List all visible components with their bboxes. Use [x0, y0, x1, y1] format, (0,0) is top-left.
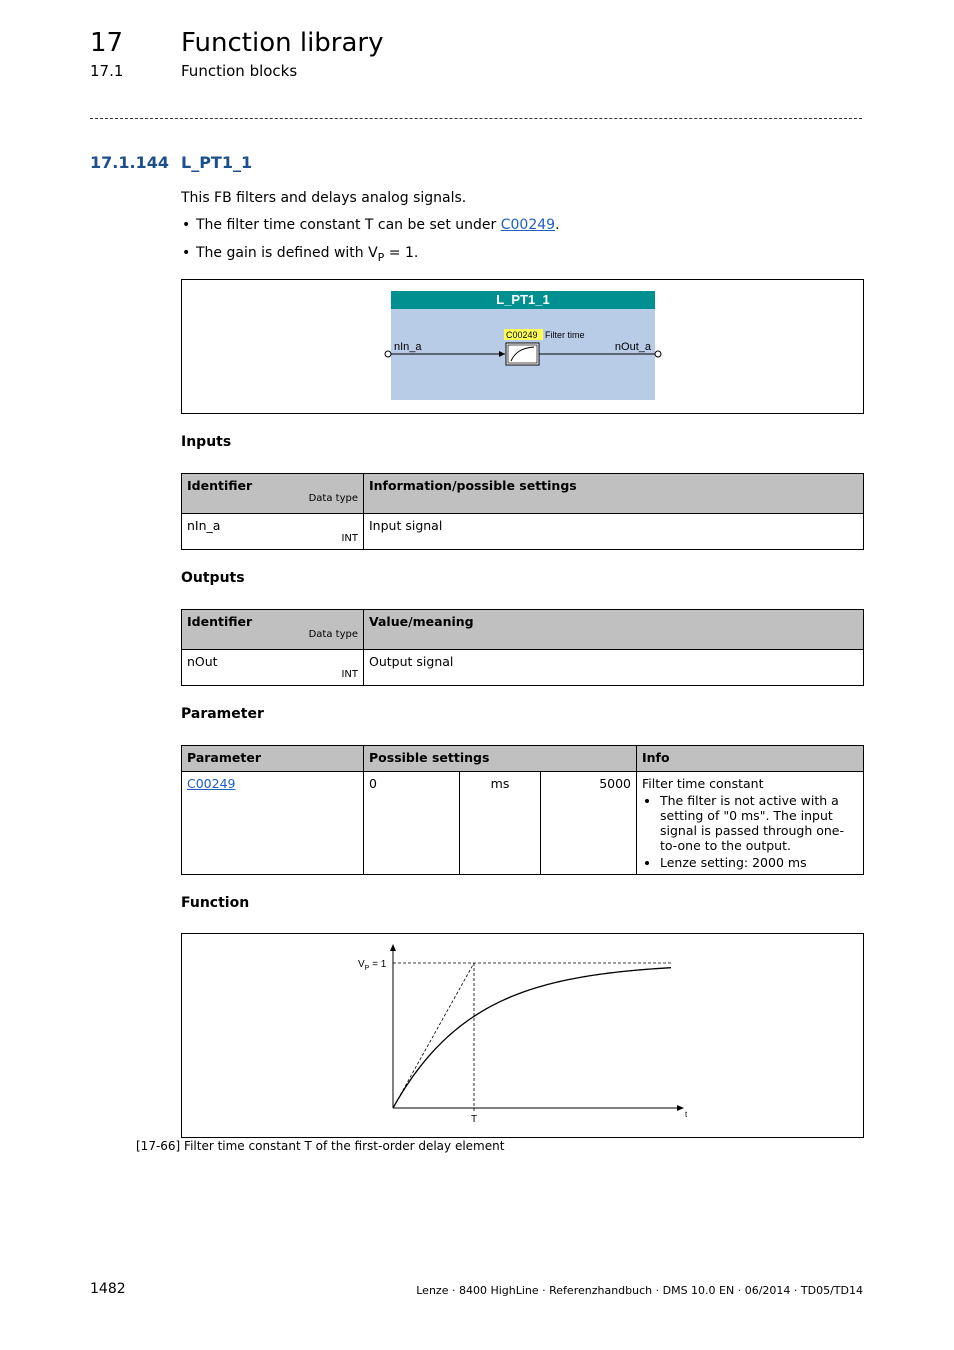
outputs-table [181, 609, 864, 686]
vp-axis-label: $V_P = 1$ [358, 959, 387, 972]
parameter-heading: Parameter [181, 706, 264, 722]
identifier-cell: nIn_a [187, 518, 221, 533]
info-list [642, 793, 858, 870]
block-diagram [182, 280, 863, 413]
inputs-col-identifier [182, 474, 364, 514]
bullet-after: = 1. [384, 245, 419, 261]
col-identifier-label: Identifier [187, 478, 253, 493]
inputs-heading: Inputs [181, 434, 232, 450]
block-title: L_PT1_1 [496, 292, 550, 307]
subchapter-number: 17.1 [90, 62, 124, 80]
datatype-cell: INT [341, 533, 358, 544]
list-item: • Lenze setting: 2000 ms [660, 855, 858, 870]
input-port [385, 351, 391, 357]
param-col-settings: Possible settings [364, 746, 637, 772]
outputs-heading: Outputs [181, 570, 245, 586]
param-badge-code: C00249 [506, 330, 538, 340]
inputs-col-info: Information/possible settings [364, 474, 864, 514]
bullet-gain [196, 245, 418, 264]
t-axis-label: T [470, 1114, 478, 1125]
max-cell: 5000 [541, 772, 637, 875]
vp-subscript: P [377, 250, 385, 264]
col-datatype-label: Data type [308, 629, 358, 640]
c00249-param-link[interactable]: C00249 [187, 776, 236, 791]
col-identifier-label: Identifier [187, 614, 253, 629]
chapter-title: Function library [181, 28, 384, 58]
datatype-cell: INT [341, 669, 358, 680]
block-output-label: nOut_a [614, 341, 651, 353]
info-cell [637, 772, 864, 875]
step-response-graph [182, 934, 863, 1137]
section-number: 17.1.144 [90, 153, 169, 172]
intro-text: This FB filters and delays analog signals. [181, 190, 467, 206]
identifier-cell: nOut [187, 654, 218, 669]
bullet-after: . [555, 217, 560, 233]
c00249-link[interactable]: C00249 [500, 217, 556, 233]
figure-caption: [17-66] Filter time constant T of the first-order delay element [136, 1139, 505, 1153]
bullet-filter-time [196, 217, 560, 233]
inputs-table [181, 473, 864, 550]
page-number: 1482 [90, 1281, 126, 1297]
pt1-element [506, 343, 539, 365]
pt1-step-response-curve [393, 968, 671, 1108]
bullet-text: The gain is defined with V [196, 245, 378, 261]
table-row [182, 650, 864, 686]
block-input-label: nIn_a [394, 341, 422, 353]
y-axis-arrow [390, 944, 396, 951]
info-cell: Input signal [364, 514, 864, 550]
param-badge-label: Filter time [545, 330, 585, 340]
bullet-text: The filter time constant T can be set under [196, 217, 501, 233]
param-col-parameter: Parameter [182, 746, 364, 772]
section-title: L_PT1_1 [181, 153, 253, 172]
unit-cell: ms [460, 772, 541, 875]
info-title: Filter time constant [642, 776, 764, 791]
min-cell: 0 [364, 772, 460, 875]
output-port [655, 351, 661, 357]
header-divider [90, 118, 862, 119]
list-item: • The filter is not active with a setting of "0 ms". The input signal is passed through one-to-one to the output. [660, 793, 858, 853]
outputs-col-value: Value/meaning [364, 610, 864, 650]
table-row [182, 514, 864, 550]
block-diagram-frame [181, 279, 864, 414]
info-cell: Output signal [364, 650, 864, 686]
outputs-col-identifier [182, 610, 364, 650]
x-axis-arrow [677, 1105, 684, 1111]
document-reference: Lenze · 8400 HighLine · Referenzhandbuch · DMS 10.0 EN · 06/2014 · TD05/TD14 [416, 1284, 863, 1297]
col-datatype-label: Data type [308, 493, 358, 504]
table-row [182, 772, 864, 875]
parameter-table [181, 745, 864, 875]
function-heading: Function [181, 895, 250, 911]
time-axis-label: t [685, 1110, 688, 1119]
chapter-number: 17 [90, 28, 124, 58]
subchapter-title: Function blocks [181, 62, 298, 80]
tangent-line [393, 963, 474, 1108]
param-col-info: Info [637, 746, 864, 772]
function-graph-frame [181, 933, 864, 1138]
